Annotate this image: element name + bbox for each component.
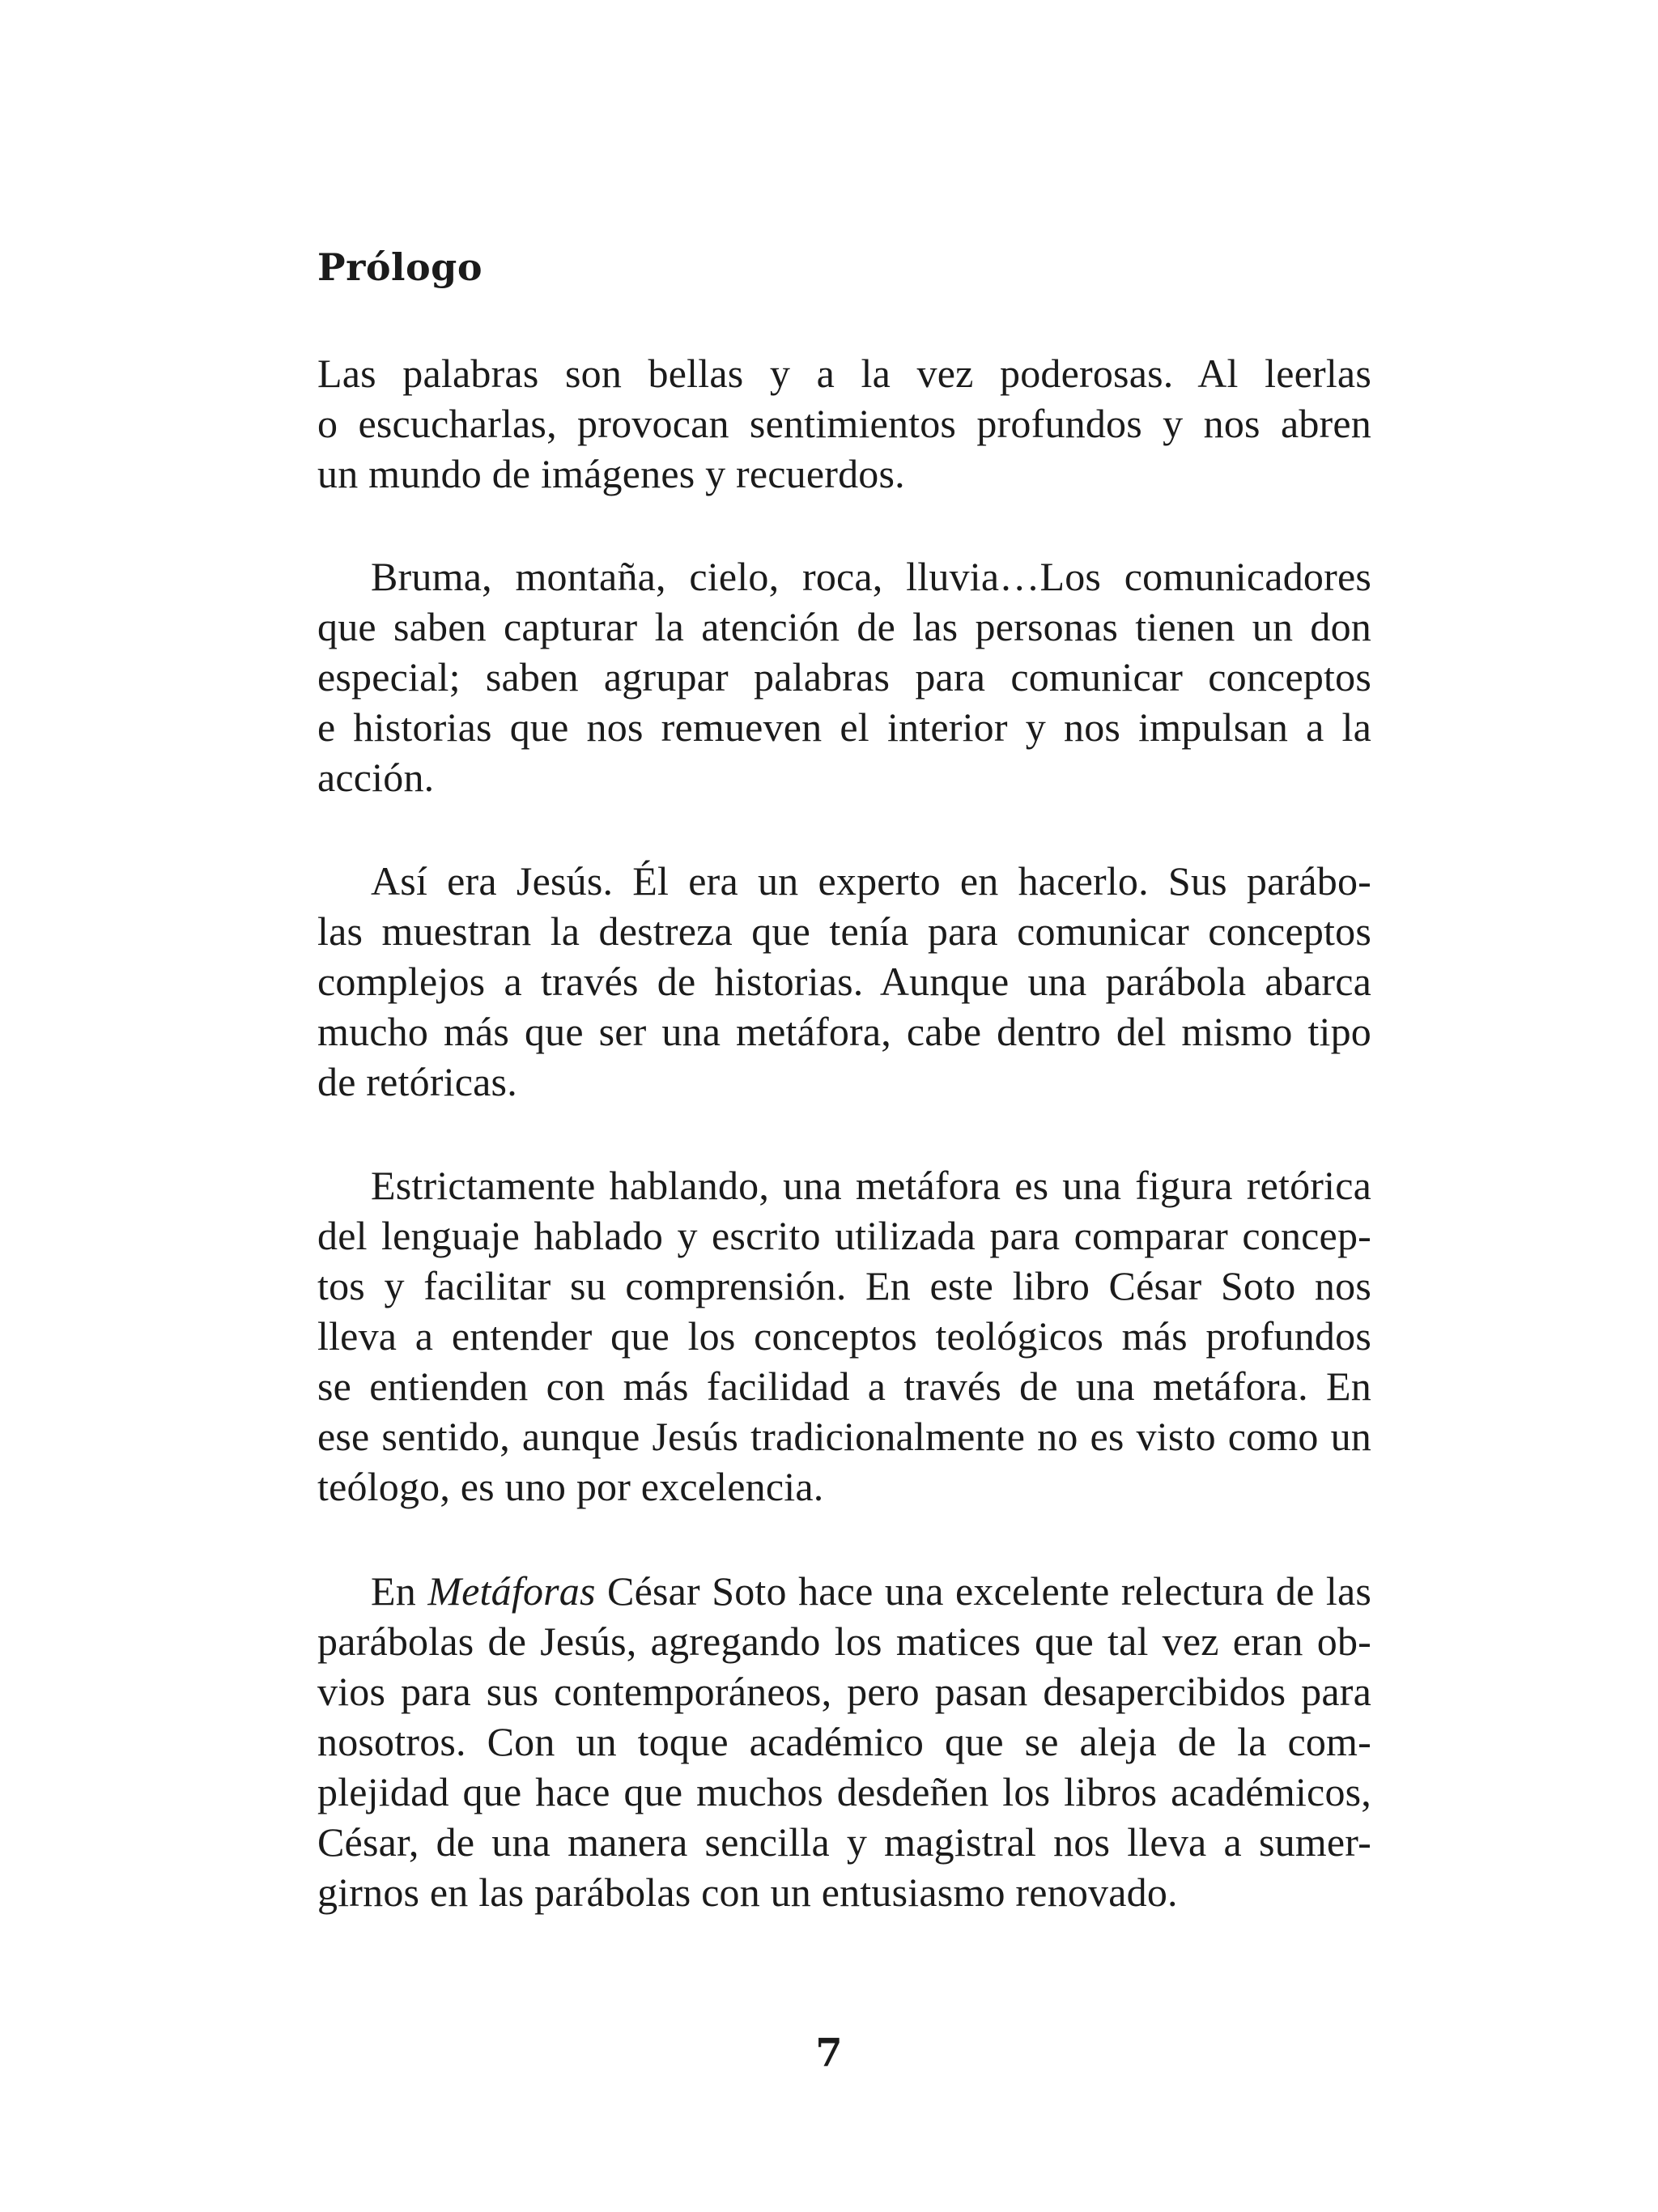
text-line: complejos a través de historias. Aunque una parábola abarca [317,959,1371,1004]
text-line: acción. [317,755,435,800]
text-line: que saben capturar la atención de las personas tienen un don [317,604,1371,649]
text-line: lleva a entender que los conceptos teológicos más profundos [317,1313,1371,1359]
paragraph-5 [317,1566,1371,1917]
text-line: teólogo, es uno por excelencia. [317,1464,824,1509]
chapter-heading: Prólogo [317,245,483,289]
text-line: vios para sus contemporáneos, pero pasan desapercibidos para [317,1669,1371,1714]
text-line: César, de una manera sencilla y magistral nos lleva a sumer- [317,1819,1371,1865]
text-line: o escucharlas, provocan sentimientos profundos y nos abren [317,401,1371,446]
text-line: del lenguaje hablado y escrito utilizada para comparar concep- [317,1213,1371,1258]
text-line: especial; saben agrupar palabras para comunicar conceptos [317,654,1371,700]
text-line: plejidad que hace que muchos desdeñen los libros académicos, [317,1769,1371,1814]
text-line: las muestran la destreza que tenía para comunicar conceptos [317,908,1371,954]
page-number: 7 [815,2031,843,2076]
text-line: nosotros. Con un toque académico que se aleja de la com- [317,1719,1371,1764]
text-line: ese sentido, aunque Jesús tradicionalmente no es visto como un [317,1414,1371,1459]
text-line: girnos en las parábolas con un entusiasmo renovado. [317,1870,1178,1915]
text-line: Las palabras son bellas y a la vez poderosas. Al leerlas [317,351,1371,396]
paragraph-2 [317,551,1371,802]
book-title-italic: Metáforas [427,1568,596,1614]
text-line: de retóricas. [317,1059,517,1104]
paragraph-3 [317,856,1371,1107]
text-line: parábolas de Jesús, agregando los matices que tal vez eran ob- [317,1619,1371,1664]
text-line: Así era Jesús. Él era un experto en hacerlo. Sus parábo- [371,858,1371,904]
text-line: se entienden con más facilidad a través de una metáfora. En [317,1363,1371,1409]
text-fragment: César Soto hace una excelente relectura de las [595,1568,1371,1614]
paragraph-4 [317,1160,1371,1512]
text-line: tos y facilitar su comprensión. En este libro César Soto nos [317,1263,1371,1308]
text-line: Bruma, montaña, cielo, roca, lluvia…Los comunicadores [371,554,1371,599]
text-fragment: En [371,1568,428,1614]
text-line: un mundo de imágenes y recuerdos. [317,451,905,496]
text-line-first [317,1566,1371,1616]
text-line: e historias que nos remueven el interior y nos impulsan a la [317,704,1371,750]
paragraph-1 [317,348,1371,499]
text-line: mucho más que ser una metáfora, cabe dentro del mismo tipo [317,1009,1371,1054]
text-line: Estrictamente hablando, una metáfora es una figura retórica [371,1163,1371,1208]
